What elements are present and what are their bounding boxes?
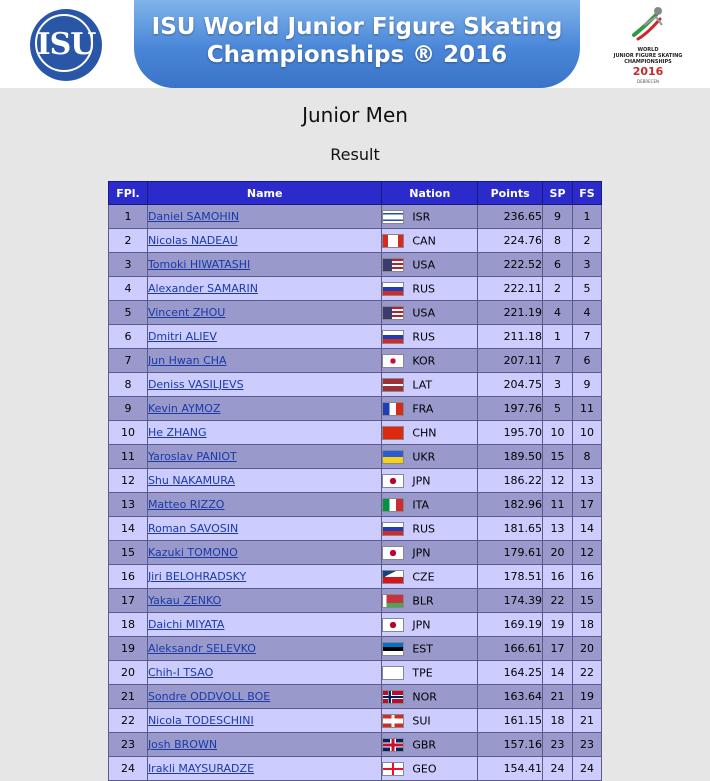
- cell-fs: 17: [573, 493, 602, 517]
- cell-fs: 6: [573, 349, 602, 373]
- cell-sp: 5: [543, 397, 573, 421]
- cell-name: [147, 253, 381, 277]
- cell-sp: 16: [543, 565, 573, 589]
- nation-code: UKR: [412, 450, 436, 463]
- cell-nation: [382, 277, 478, 301]
- cell-name: [147, 637, 381, 661]
- fra-flag-icon: [382, 402, 404, 416]
- cell-fpl: 7: [109, 349, 148, 373]
- cell-name: [147, 709, 381, 733]
- skater-name-link[interactable]: Sondre ODDVOLL BOE: [147, 690, 271, 703]
- cell-name: [147, 229, 381, 253]
- nation-code: RUS: [412, 522, 436, 535]
- nation-code: JPN: [412, 546, 431, 559]
- cell-sp: 17: [543, 637, 573, 661]
- cell-points: 204.75: [478, 373, 543, 397]
- nation-code: JPN: [412, 618, 431, 631]
- cell-points: 197.76: [478, 397, 543, 421]
- cell-sp: 10: [543, 421, 573, 445]
- table-row: [109, 637, 602, 661]
- cell-fs: 15: [573, 589, 602, 613]
- cell-fs: 4: [573, 301, 602, 325]
- cell-fs: 18: [573, 613, 602, 637]
- cell-name: [147, 589, 381, 613]
- championship-logo[interactable]: [612, 5, 684, 85]
- cell-sp: 12: [543, 469, 573, 493]
- nation-code: USA: [412, 306, 436, 319]
- nation-code: EST: [412, 642, 434, 655]
- tpe-flag-icon: [382, 666, 404, 680]
- cell-nation: [382, 613, 478, 637]
- table-row: [109, 229, 602, 253]
- geo-flag-icon: [382, 762, 404, 776]
- cell-name: [147, 661, 381, 685]
- cell-fs: 19: [573, 685, 602, 709]
- skater-name-link[interactable]: Shu NAKAMURA: [147, 474, 235, 487]
- cell-sp: 14: [543, 661, 573, 685]
- cell-fs: 11: [573, 397, 602, 421]
- cell-points: 179.61: [478, 541, 543, 565]
- cell-fpl: 15: [109, 541, 148, 565]
- skater-name-link[interactable]: He ZHANG: [147, 426, 207, 439]
- cell-nation: [382, 661, 478, 685]
- page-subtitle: Result: [330, 145, 380, 164]
- cell-name: [147, 421, 381, 445]
- cell-sp: 23: [543, 733, 573, 757]
- cell-fpl: 21: [109, 685, 148, 709]
- cell-name: [147, 613, 381, 637]
- cell-fpl: 23: [109, 733, 148, 757]
- cell-sp: 11: [543, 493, 573, 517]
- isu-logo-text: ISU: [36, 27, 96, 62]
- cell-points: 154.41: [478, 757, 543, 781]
- cell-points: 178.51: [478, 565, 543, 589]
- cell-nation: [382, 325, 478, 349]
- cell-sp: 7: [543, 349, 573, 373]
- cell-fs: 23: [573, 733, 602, 757]
- cell-fs: 22: [573, 661, 602, 685]
- header-fs: FS: [573, 182, 602, 205]
- event-logo-text: WORLD JUNIOR FIGURE SKATING CHAMPIONSHIPS: [613, 47, 683, 65]
- nation-code: RUS: [412, 330, 436, 343]
- nation-code: GEO: [412, 762, 437, 775]
- cell-fpl: 12: [109, 469, 148, 493]
- nor-flag-icon: [382, 690, 404, 704]
- skater-name-link[interactable]: Tomoki HIWATASHI: [147, 258, 251, 271]
- event-logo-city: DEBRECEN: [637, 79, 659, 84]
- cell-fpl: 11: [109, 445, 148, 469]
- nation-code: TPE: [412, 666, 433, 679]
- skater-name-link[interactable]: Josh BROWN: [147, 738, 218, 751]
- blr-flag-icon: [382, 594, 404, 608]
- cell-sp: 13: [543, 517, 573, 541]
- gbr-flag-icon: [382, 738, 404, 752]
- rus-flag-icon: [382, 522, 404, 536]
- banner-title-line1: ISU World Junior Figure Skating: [151, 14, 563, 40]
- cell-fs: 8: [573, 445, 602, 469]
- cell-name: [147, 469, 381, 493]
- results-table: [108, 181, 602, 781]
- cell-points: 186.22: [478, 469, 543, 493]
- cell-fpl: 24: [109, 757, 148, 781]
- cell-points: 182.96: [478, 493, 543, 517]
- nation-code: LAT: [412, 378, 433, 391]
- table-row: [109, 589, 602, 613]
- cell-points: 189.50: [478, 445, 543, 469]
- nation-code: NOR: [412, 690, 437, 703]
- header-sp: SP: [543, 182, 573, 205]
- table-row: [109, 469, 602, 493]
- skater-name-link[interactable]: Nicolas NADEAU: [147, 234, 238, 247]
- skater-name-link[interactable]: Kevin AYMOZ: [147, 402, 221, 415]
- cell-sp: 3: [543, 373, 573, 397]
- can-flag-icon: [382, 234, 404, 248]
- isu-logo[interactable]: [30, 9, 102, 81]
- cell-points: 195.70: [478, 421, 543, 445]
- cell-points: 163.64: [478, 685, 543, 709]
- cell-name: [147, 517, 381, 541]
- skater-name-link[interactable]: Alexander SAMARIN: [147, 282, 258, 295]
- cell-nation: [382, 373, 478, 397]
- cell-fs: 10: [573, 421, 602, 445]
- skater-name-link[interactable]: Jun Hwan CHA: [147, 354, 227, 367]
- cell-points: 222.11: [478, 277, 543, 301]
- cell-nation: [382, 301, 478, 325]
- cell-name: [147, 493, 381, 517]
- skater-name-link[interactable]: Chih-I TSAO: [147, 666, 214, 679]
- cell-name: [147, 445, 381, 469]
- nation-code: USA: [412, 258, 436, 271]
- cell-name: [147, 349, 381, 373]
- cell-fs: 7: [573, 325, 602, 349]
- table-row: [109, 373, 602, 397]
- skater-name-link[interactable]: Deniss VASILJEVS: [147, 378, 244, 391]
- cell-sp: 19: [543, 613, 573, 637]
- header-nation: Nation: [382, 182, 478, 205]
- cell-sp: 24: [543, 757, 573, 781]
- cell-nation: [382, 253, 478, 277]
- championship-banner: [134, 0, 580, 88]
- cell-nation: [382, 757, 478, 781]
- cze-flag-icon: [382, 570, 404, 584]
- skater-name-link[interactable]: Dmitri ALIEV: [147, 330, 217, 343]
- table-row: [109, 397, 602, 421]
- cell-nation: [382, 205, 478, 229]
- cell-sp: 1: [543, 325, 573, 349]
- table-row: [109, 565, 602, 589]
- usa-flag-icon: [382, 258, 404, 272]
- cell-fs: 9: [573, 373, 602, 397]
- cell-points: 224.76: [478, 229, 543, 253]
- cell-sp: 22: [543, 589, 573, 613]
- cell-fpl: 18: [109, 613, 148, 637]
- skater-name-link[interactable]: Yaroslav PANIOT: [147, 450, 237, 463]
- cell-name: [147, 397, 381, 421]
- cell-points: 222.52: [478, 253, 543, 277]
- cell-sp: 9: [543, 205, 573, 229]
- cell-points: 211.18: [478, 325, 543, 349]
- skater-name-link[interactable]: Kazuki TOMONO: [147, 546, 238, 559]
- cell-nation: [382, 469, 478, 493]
- jpn-flag-icon: [382, 618, 404, 632]
- cell-fpl: 1: [109, 205, 148, 229]
- cell-fpl: 20: [109, 661, 148, 685]
- table-row: [109, 421, 602, 445]
- isr-flag-icon: [382, 210, 404, 224]
- cell-fpl: 3: [109, 253, 148, 277]
- header-name: Name: [147, 182, 381, 205]
- cell-fpl: 16: [109, 565, 148, 589]
- skater-name-link[interactable]: Nicola TODESCHINI: [147, 714, 254, 727]
- cell-points: 207.11: [478, 349, 543, 373]
- cell-sp: 20: [543, 541, 573, 565]
- cell-fs: 21: [573, 709, 602, 733]
- cell-fs: 24: [573, 757, 602, 781]
- cell-points: 221.19: [478, 301, 543, 325]
- cell-sp: 8: [543, 229, 573, 253]
- cell-points: 161.15: [478, 709, 543, 733]
- cell-name: [147, 325, 381, 349]
- cell-nation: [382, 517, 478, 541]
- table-row: [109, 349, 602, 373]
- cell-fpl: 2: [109, 229, 148, 253]
- table-row: [109, 517, 602, 541]
- cell-nation: [382, 541, 478, 565]
- cell-points: 236.65: [478, 205, 543, 229]
- nation-code: CZE: [412, 570, 435, 583]
- nation-code: ISR: [412, 210, 431, 223]
- table-row: [109, 613, 602, 637]
- nation-code: ITA: [412, 498, 429, 511]
- cell-nation: [382, 685, 478, 709]
- nation-code: CAN: [412, 234, 436, 247]
- skater-name-link[interactable]: Daichi MIYATA: [147, 618, 225, 631]
- table-row: [109, 541, 602, 565]
- cell-fpl: 22: [109, 709, 148, 733]
- cell-fpl: 9: [109, 397, 148, 421]
- cell-nation: [382, 565, 478, 589]
- table-header-row: [109, 182, 602, 205]
- cell-nation: [382, 637, 478, 661]
- cell-fs: 12: [573, 541, 602, 565]
- cell-sp: 2: [543, 277, 573, 301]
- nation-code: SUI: [412, 714, 431, 727]
- cell-sp: 21: [543, 685, 573, 709]
- cell-nation: [382, 733, 478, 757]
- cell-nation: [382, 589, 478, 613]
- cell-fs: 13: [573, 469, 602, 493]
- skater-name-link[interactable]: Aleksandr SELEVKO: [147, 642, 256, 655]
- table-row: [109, 757, 602, 781]
- skater-name-link[interactable]: Matteo RIZZO: [147, 498, 225, 511]
- ita-flag-icon: [382, 498, 404, 512]
- ukr-flag-icon: [382, 450, 404, 464]
- cell-nation: [382, 709, 478, 733]
- header-fpl: FPl.: [109, 182, 148, 205]
- nation-code: GBR: [412, 738, 437, 751]
- cell-fpl: 4: [109, 277, 148, 301]
- cell-fs: 1: [573, 205, 602, 229]
- nation-code: RUS: [412, 282, 436, 295]
- cell-nation: [382, 493, 478, 517]
- table-row: [109, 325, 602, 349]
- cell-points: 166.61: [478, 637, 543, 661]
- cell-fs: 2: [573, 229, 602, 253]
- cell-fs: 16: [573, 565, 602, 589]
- cell-name: [147, 733, 381, 757]
- table-row: [109, 205, 602, 229]
- cell-fpl: 13: [109, 493, 148, 517]
- cell-fpl: 17: [109, 589, 148, 613]
- cell-fpl: 19: [109, 637, 148, 661]
- est-flag-icon: [382, 642, 404, 656]
- cell-points: 174.39: [478, 589, 543, 613]
- cell-points: 157.16: [478, 733, 543, 757]
- lat-flag-icon: [382, 378, 404, 392]
- cell-fpl: 14: [109, 517, 148, 541]
- sui-flag-icon: [382, 714, 404, 728]
- table-row: [109, 709, 602, 733]
- cell-sp: 6: [543, 253, 573, 277]
- cell-nation: [382, 397, 478, 421]
- cell-nation: [382, 349, 478, 373]
- header-points: Points: [478, 182, 543, 205]
- cell-nation: [382, 421, 478, 445]
- cell-fpl: 5: [109, 301, 148, 325]
- jpn-flag-icon: [382, 474, 404, 488]
- cell-fs: 3: [573, 253, 602, 277]
- cell-name: [147, 277, 381, 301]
- rus-flag-icon: [382, 330, 404, 344]
- skater-name-link[interactable]: Irakli MAYSURADZE: [147, 762, 255, 775]
- nation-code: JPN: [412, 474, 431, 487]
- nation-code: KOR: [412, 354, 436, 367]
- chn-flag-icon: [382, 426, 404, 440]
- table-row: [109, 253, 602, 277]
- jpn-flag-icon: [382, 546, 404, 560]
- cell-name: [147, 541, 381, 565]
- table-row: [109, 661, 602, 685]
- table-row: [109, 685, 602, 709]
- table-row: [109, 277, 602, 301]
- cell-nation: [382, 445, 478, 469]
- cell-fs: 20: [573, 637, 602, 661]
- nation-code: FRA: [412, 402, 434, 415]
- cell-sp: 15: [543, 445, 573, 469]
- cell-points: 181.65: [478, 517, 543, 541]
- table-row: [109, 493, 602, 517]
- cell-name: [147, 373, 381, 397]
- table-row: [109, 301, 602, 325]
- cell-fpl: 10: [109, 421, 148, 445]
- cell-nation: [382, 229, 478, 253]
- skater-name-link[interactable]: Jiri BELOHRADSKY: [147, 570, 247, 583]
- skater-logo-icon: [630, 5, 666, 43]
- kor-flag-icon: [382, 354, 404, 368]
- cell-name: [147, 757, 381, 781]
- page-header: [0, 0, 710, 88]
- table-row: [109, 445, 602, 469]
- page-title: Junior Men: [302, 103, 408, 127]
- banner-title-line2: Championships ® 2016: [206, 42, 508, 68]
- skater-name-link[interactable]: Daniel SAMOHIN: [147, 210, 240, 223]
- cell-sp: 18: [543, 709, 573, 733]
- cell-name: [147, 685, 381, 709]
- nation-code: CHN: [412, 426, 437, 439]
- table-row: [109, 733, 602, 757]
- cell-points: 169.19: [478, 613, 543, 637]
- nation-code: BLR: [412, 594, 434, 607]
- cell-name: [147, 205, 381, 229]
- skater-name-link[interactable]: Vincent ZHOU: [147, 306, 226, 319]
- skater-name-link[interactable]: Yakau ZENKO: [147, 594, 222, 607]
- cell-name: [147, 301, 381, 325]
- cell-fs: 14: [573, 517, 602, 541]
- cell-points: 164.25: [478, 661, 543, 685]
- cell-sp: 4: [543, 301, 573, 325]
- cell-fpl: 8: [109, 373, 148, 397]
- cell-name: [147, 565, 381, 589]
- cell-fpl: 6: [109, 325, 148, 349]
- event-logo-year: 2016: [632, 65, 664, 78]
- skater-name-link[interactable]: Roman SAVOSIN: [147, 522, 239, 535]
- cell-fs: 5: [573, 277, 602, 301]
- usa-flag-icon: [382, 306, 404, 320]
- rus-flag-icon: [382, 282, 404, 296]
